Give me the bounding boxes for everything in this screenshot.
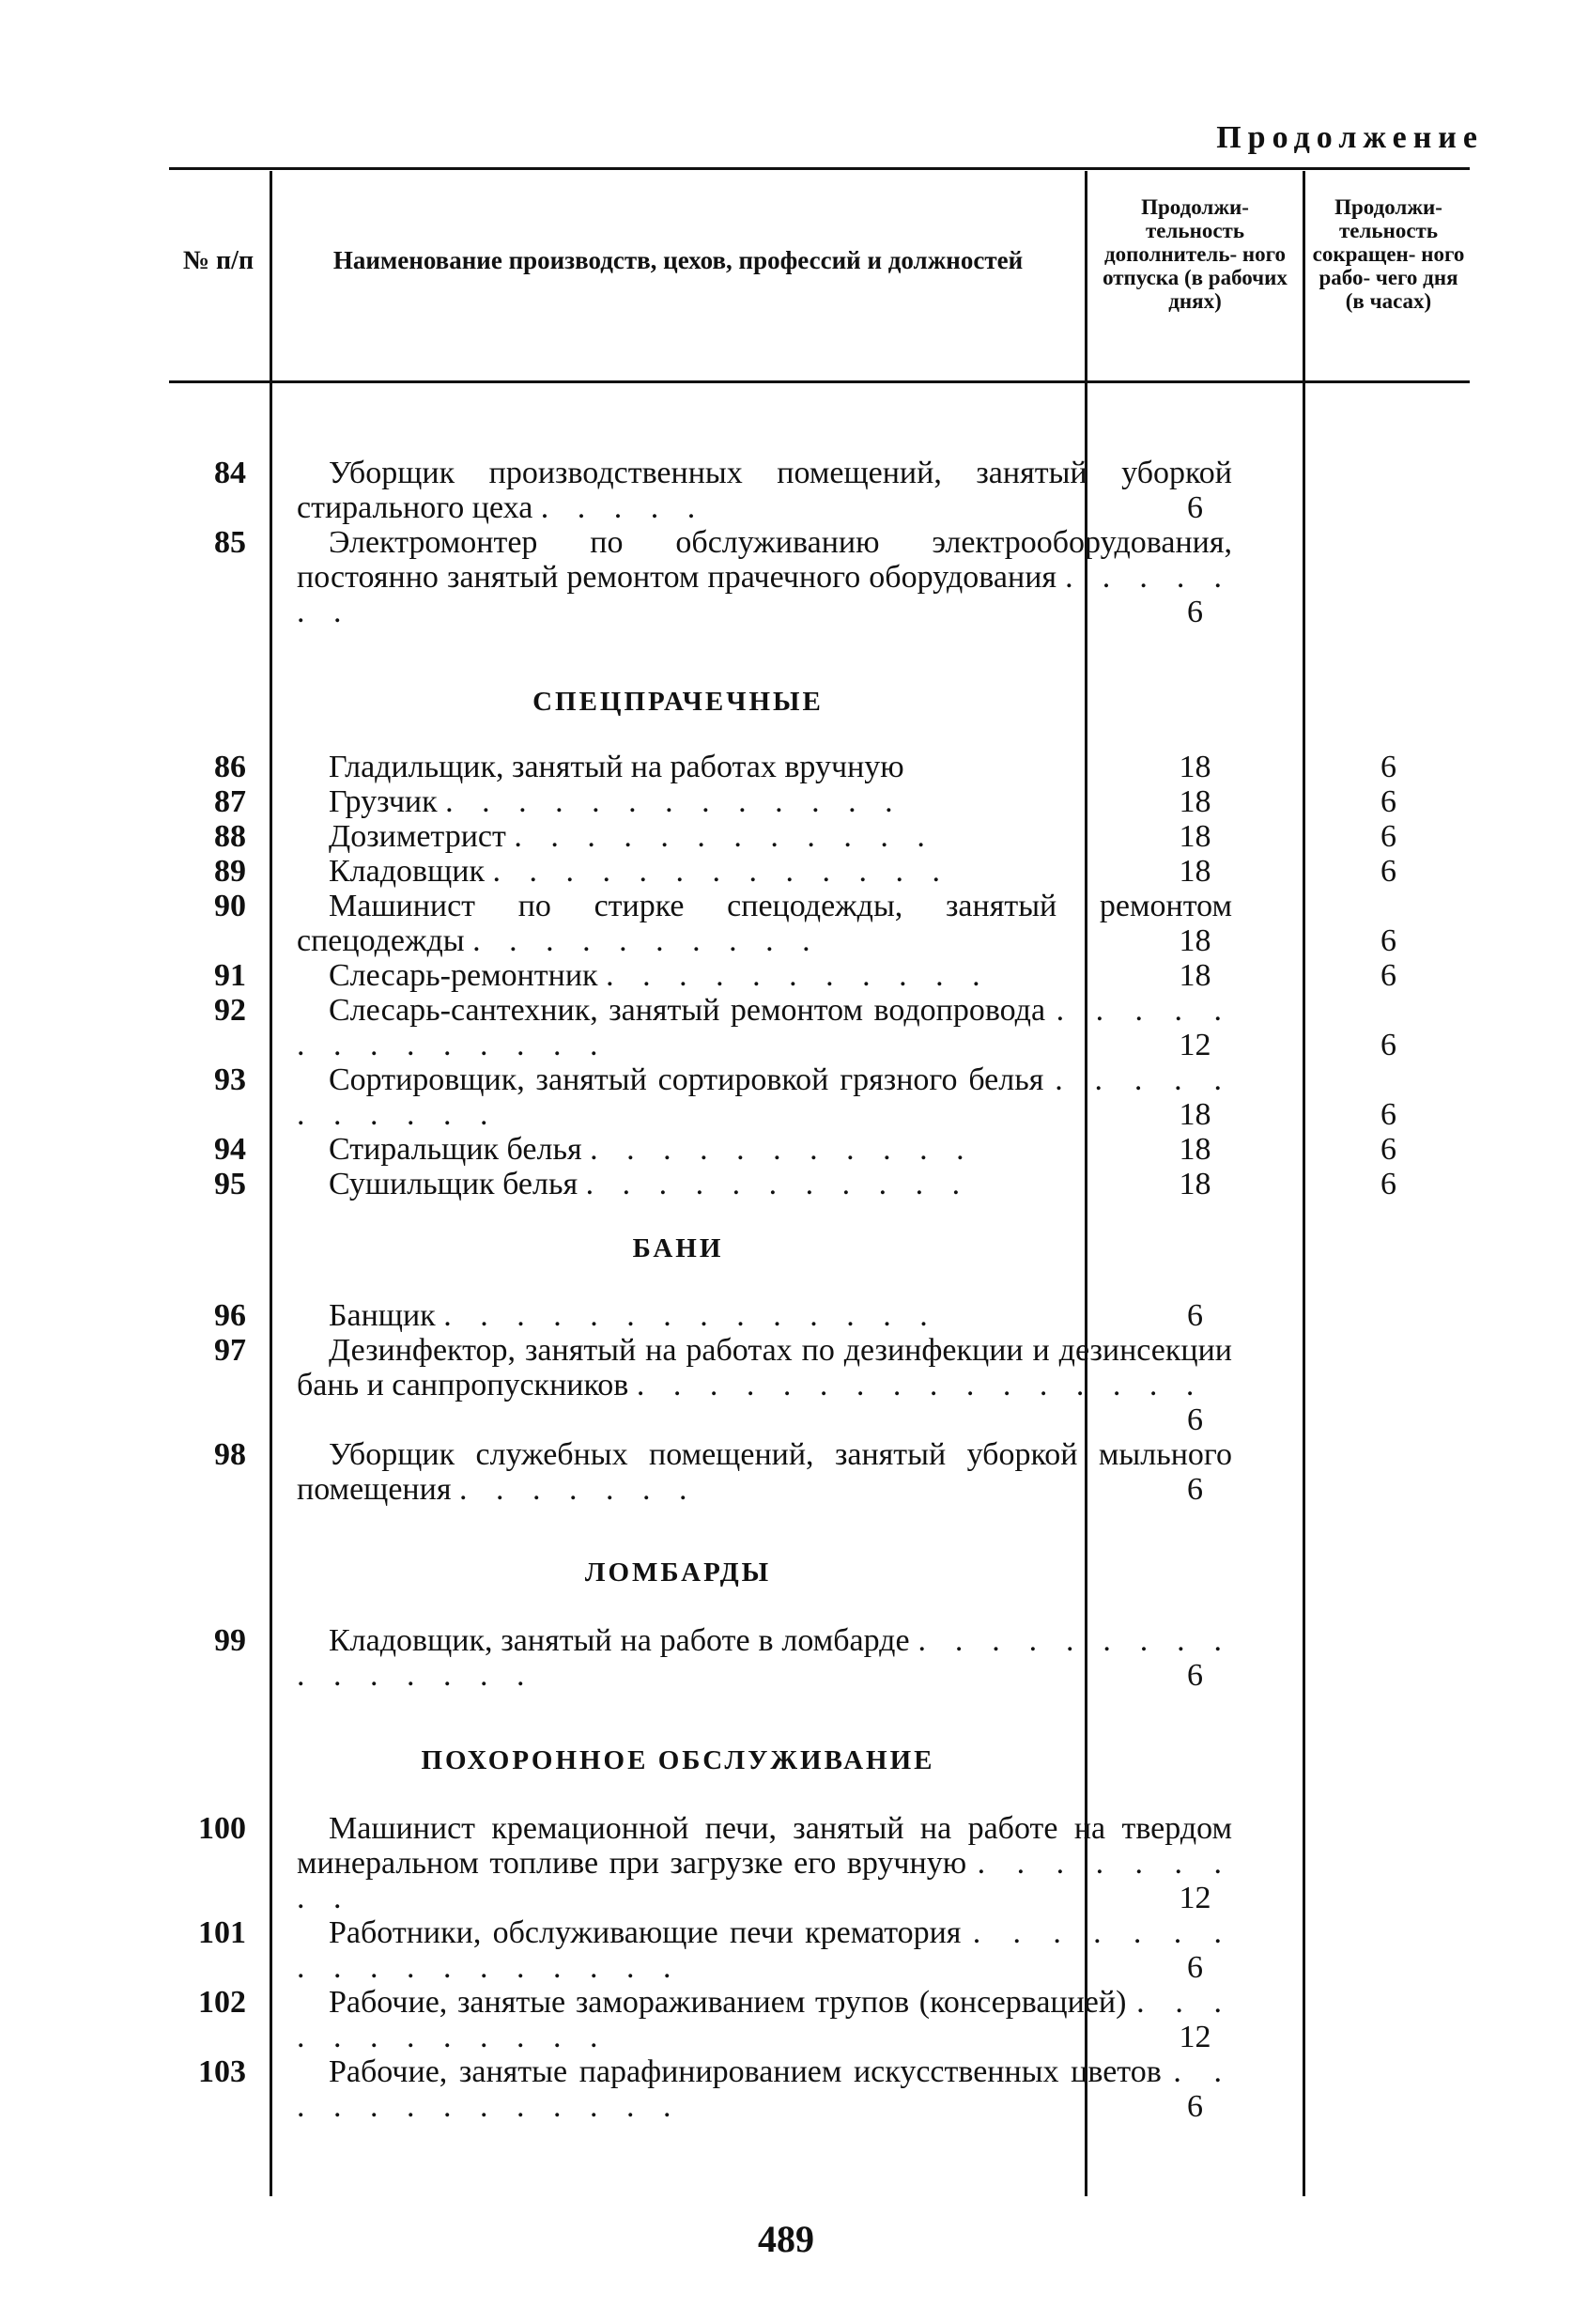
short-day-hours: 6: [1380, 1132, 1396, 1167]
short-day-hours: 6: [1380, 819, 1396, 854]
row-title: Машинист кремационной печи, занятый на работе на твердом минеральном топливе при загрузке его вручную . . . . . . . . .: [297, 1811, 1233, 1915]
vacation-days: 6: [1187, 2089, 1203, 2124]
row-number: 95: [214, 1167, 246, 1201]
row-number: 101: [198, 1915, 246, 1950]
row-number: 94: [214, 1132, 246, 1167]
row-number: 103: [198, 2054, 246, 2089]
vacation-days: 18: [1179, 958, 1211, 993]
column-divider: [1303, 171, 1305, 2196]
vacation-days: 18: [1179, 750, 1211, 784]
row-title: Рабочие, занятые парафинированием искусственных цветов . . . . . . . . . . . . .: [297, 2054, 1233, 2124]
short-day-hours: 6: [1380, 1028, 1396, 1062]
short-day-hours: 6: [1380, 1097, 1396, 1132]
header-num: № п/п: [182, 246, 254, 275]
row-number: 99: [214, 1623, 246, 1658]
row-title: Рабочие, занятые замораживанием трупов (консервацией) . . . . . . . . . . . .: [297, 1985, 1233, 2054]
row-number: 88: [214, 819, 246, 854]
row-title: Слесарь-сантехник, занятый ремонтом водопровода . . . . . . . . . . . . . .: [297, 993, 1233, 1062]
vacation-days: 6: [1187, 1472, 1203, 1507]
row-number: 87: [214, 784, 246, 819]
row-title: Грузчик . . . . . . . . . . . . .: [329, 784, 903, 819]
vacation-days: 18: [1179, 1167, 1211, 1201]
page-number: 489: [758, 2218, 814, 2260]
row-title: Стиральщик белья . . . . . . . . . . .: [329, 1132, 975, 1167]
vacation-days: 18: [1179, 1132, 1211, 1167]
row-title: Уборщик производственных помещений, занятый уборкой стирального цеха . . . . .: [297, 456, 1232, 525]
header-name: Наименование производств, цехов, профессий и должностей: [332, 246, 1024, 274]
short-day-hours: 6: [1380, 1167, 1396, 1201]
table-top-rule: [169, 167, 1470, 170]
row-number: 85: [214, 525, 246, 560]
column-divider: [270, 171, 272, 2196]
vacation-days: 12: [1179, 2020, 1211, 2054]
row-number: 84: [214, 456, 246, 490]
vacation-days: 18: [1179, 854, 1211, 889]
section-heading: ЛОМБАРДЫ: [584, 1557, 772, 1588]
section-heading: БАНИ: [632, 1233, 724, 1263]
vacation-days: 18: [1179, 784, 1211, 819]
vacation-days: 12: [1179, 1028, 1211, 1062]
vacation-days: 6: [1187, 1298, 1203, 1333]
header-vacation: Продолжи- тельность дополнитель- ного отпуска (в рабочих днях): [1103, 195, 1288, 313]
row-number: 90: [214, 889, 246, 923]
row-number: 89: [214, 854, 246, 889]
row-title: Кладовщик, занятый на работе в ломбарде . . . . . . . . . . . . . . . .: [297, 1623, 1232, 1693]
short-day-hours: 6: [1380, 958, 1396, 993]
row-number: 96: [214, 1298, 246, 1333]
header-short-day: Продолжи- тельность сокращен- ного рабо- чего дня (в часах): [1312, 195, 1465, 313]
vacation-days: 12: [1179, 1881, 1211, 1915]
short-day-hours: 6: [1380, 784, 1396, 819]
row-number: 97: [214, 1333, 246, 1368]
row-title: Уборщик служебных помещений, занятый уборкой мыльного помещения . . . . . . .: [297, 1437, 1232, 1507]
row-number: 102: [198, 1985, 246, 2020]
row-title: Работники, обслуживающие печи крематория . . . . . . . . . . . . . . . . . .: [297, 1915, 1232, 1985]
short-day-hours: 6: [1380, 923, 1396, 958]
vacation-days: 18: [1179, 1097, 1211, 1132]
row-title: Электромонтер по обслуживанию электрооборудования, постоянно занятый ремонтом прачечного оборудования . . . . . . .: [297, 525, 1232, 629]
short-day-hours: 6: [1380, 854, 1396, 889]
row-title: Слесарь-ремонтник . . . . . . . . . . .: [329, 958, 991, 993]
row-title: Гладильщик, занятый на работах вручную: [329, 750, 904, 784]
row-number: 92: [214, 993, 246, 1028]
row-title: Дозиметрист . . . . . . . . . . . .: [329, 819, 935, 854]
vacation-days: 6: [1187, 490, 1203, 525]
row-title: Кладовщик . . . . . . . . . . . . .: [329, 854, 950, 889]
short-day-hours: 6: [1380, 750, 1396, 784]
row-number: 98: [214, 1437, 246, 1472]
vacation-days: 6: [1187, 595, 1203, 629]
row-title: Машинист по стирке спецодежды, занятый ремонтом спецодежды . . . . . . . . . .: [297, 889, 1232, 958]
continued-label: Продолжение: [1216, 120, 1484, 155]
vacation-days: 6: [1187, 1950, 1203, 1985]
table-header-rule: [169, 380, 1470, 383]
row-number: 93: [214, 1062, 246, 1097]
vacation-days: 18: [1179, 923, 1211, 958]
vacation-days: 18: [1179, 819, 1211, 854]
vacation-days: 6: [1187, 1402, 1203, 1437]
row-title: Сушильщик белья . . . . . . . . . . .: [329, 1167, 971, 1201]
row-title: Банщик . . . . . . . . . . . . . .: [329, 1298, 938, 1333]
row-title: Сортировщик, занятый сортировкой грязного белья . . . . . . . . . . .: [297, 1062, 1232, 1132]
vacation-days: 6: [1187, 1658, 1203, 1693]
section-heading: ПОХОРОННОЕ ОБСЛУЖИВАНИЕ: [421, 1745, 935, 1775]
row-title: Дезинфектор, занятый на работах по дезинфекции и дезинсекции бань и санпропускников . . . . . . . . . . . . . . . .: [297, 1333, 1232, 1402]
row-number: 86: [214, 750, 246, 784]
section-heading: СПЕЦПРАЧЕЧНЫЕ: [532, 687, 824, 717]
row-number: 91: [214, 958, 246, 993]
row-number: 100: [198, 1811, 246, 1846]
